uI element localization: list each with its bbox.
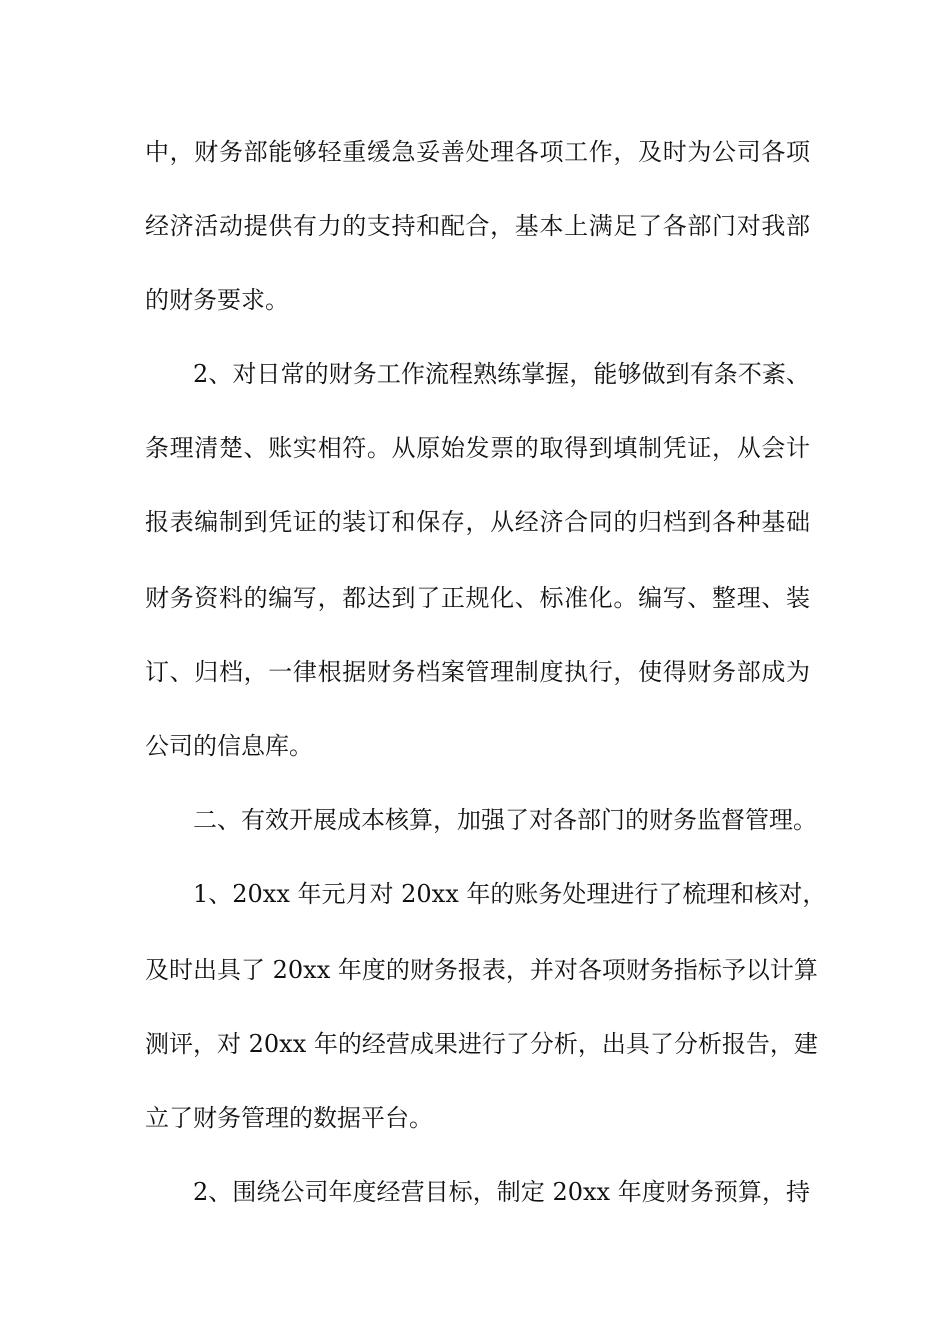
paragraph-line: 的财务要求。 xyxy=(145,286,289,314)
paragraph-line: 立了财务管理的数据平台。 xyxy=(145,1104,433,1132)
paragraph-line: 中，财务部能够轻重缓急妥善处理各项工作，及时为公司各项 xyxy=(145,138,810,166)
paragraph-line: 2、对日常的财务工作流程熟练掌握，能够做到有条不紊、 xyxy=(193,360,810,388)
paragraph-line: 2、围绕公司年度经营目标，制定 20xx 年度财务预算，持 xyxy=(193,1178,810,1206)
paragraph-line: 测评，对 20xx 年的经营成果进行了分析，出具了分析报告，建 xyxy=(145,1030,818,1058)
section-heading: 二、有效开展成本核算，加强了对各部门的财务监督管理。 xyxy=(193,806,817,834)
paragraph-line: 及时出具了 20xx 年度的财务报表，并对各项财务指标予以计算 xyxy=(145,956,818,984)
paragraph-line: 1、20xx 年元月对 20xx 年的账务处理进行了梳理和核对， xyxy=(193,880,827,908)
paragraph-line: 经济活动提供有力的支持和配合，基本上满足了各部门对我部 xyxy=(145,212,810,240)
paragraph-line: 报表编制到凭证的装订和保存，从经济合同的归档到各种基础 xyxy=(145,508,810,536)
paragraph-line: 公司的信息库。 xyxy=(145,732,313,760)
paragraph-line: 财务资料的编写，都达到了正规化、标准化。编写、整理、装 xyxy=(145,584,810,612)
paragraph-line: 订、归档，一律根据财务档案管理制度执行，使得财务部成为 xyxy=(145,658,810,686)
paragraph-line: 条理清楚、账实相符。从原始发票的取得到填制凭证，从会计 xyxy=(145,434,810,462)
